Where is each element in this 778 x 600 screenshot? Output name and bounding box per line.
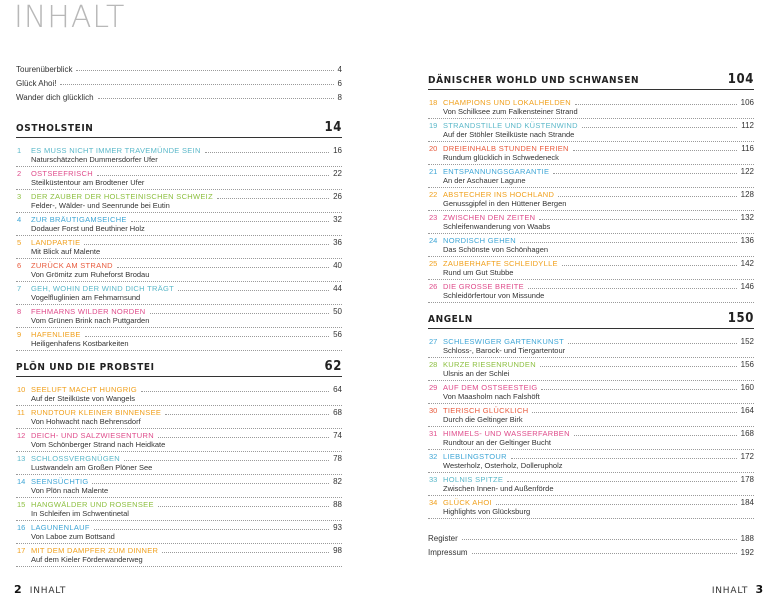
- tour-page-number: 160: [740, 383, 754, 392]
- dot-leader: [94, 529, 329, 530]
- entry-page-number: 6: [337, 79, 342, 88]
- section-page-number: 150: [727, 311, 754, 326]
- dot-leader: [98, 98, 334, 99]
- dot-leader: [158, 506, 329, 507]
- tour-title-line: [16, 406, 342, 417]
- tour-page-number: 88: [333, 500, 342, 509]
- dot-leader: [131, 221, 329, 222]
- tour-page-number: 68: [333, 408, 342, 417]
- tour-title-line: [428, 381, 754, 392]
- tour-title: DIE GROSSE BREITE: [443, 282, 524, 291]
- tour-number: 18: [429, 98, 438, 107]
- tour-title: NORDISCH GEHEN: [443, 236, 516, 245]
- tour-entry[interactable]: [16, 452, 342, 475]
- tour-page-number: 44: [333, 284, 342, 293]
- tour-number: 27: [429, 337, 438, 346]
- dot-leader: [76, 70, 333, 71]
- tour-subtitle: Genussgipfel in den Hüttener Bergen: [443, 199, 567, 208]
- tour-number: 19: [429, 121, 438, 130]
- tour-title: SCHLESWIGER GARTENKUNST: [443, 337, 564, 346]
- tour-page-number: 82: [333, 477, 342, 486]
- tour-page-number: 146: [740, 282, 754, 291]
- tour-title: RUNDTOUR KLEINER BINNENSEE: [31, 408, 162, 417]
- tour-subtitle: Auf der Steilküste von Wangels: [31, 394, 135, 403]
- dot-leader: [540, 366, 737, 367]
- dot-leader: [178, 290, 329, 291]
- tour-number: 9: [17, 330, 22, 339]
- tour-subtitle: Rundum glücklich in Schwedeneck: [443, 153, 559, 162]
- dot-leader: [60, 84, 333, 85]
- tour-title: HANGWÄLDER UND ROSENSEE: [31, 500, 154, 509]
- footer-right-page-number: 3: [755, 583, 764, 596]
- tour-number: 23: [429, 213, 438, 222]
- section-heading[interactable]: [428, 69, 754, 90]
- dot-leader: [462, 539, 737, 540]
- tour-page-number: 152: [740, 337, 754, 346]
- tour-page-number: 36: [333, 238, 342, 247]
- tour-title: ABSTECHER INS HOCHLAND: [443, 190, 555, 199]
- tour-page-number: 106: [740, 98, 754, 107]
- tour-title: HAFENLIEBE: [31, 330, 81, 339]
- footer-left: [14, 583, 66, 596]
- tour-subtitle: Von Hohwacht nach Behrensdorf: [31, 417, 141, 426]
- front-matter-entry[interactable]: [16, 74, 342, 88]
- tour-entry[interactable]: [16, 236, 342, 259]
- tour-title: LAGUNENLAUF: [31, 523, 90, 532]
- back-matter-entry[interactable]: [428, 529, 754, 543]
- section-title: DÄNISCHER WOHLD UND SCHWANSEN: [428, 75, 640, 86]
- tour-entry[interactable]: [16, 406, 342, 429]
- tour-subtitle: Zwischen Innen- und Außenförde: [443, 484, 554, 493]
- tour-entry[interactable]: [16, 213, 342, 236]
- tour-entry[interactable]: [16, 190, 342, 213]
- tour-number: 5: [17, 238, 22, 247]
- tour-title: ZUR BRÄUTIGAMSEICHE: [31, 215, 127, 224]
- tour-number: 7: [17, 284, 22, 293]
- tour-title: HIMMELS- UND WASSERFARBEN: [443, 429, 570, 438]
- tour-title-line: [16, 452, 342, 463]
- tour-title-line: [428, 119, 754, 130]
- tour-page-number: 132: [740, 213, 754, 222]
- tour-number: 17: [17, 546, 26, 555]
- tour-subtitle: Steilküstentour am Brodtener Ufer: [31, 178, 145, 187]
- tour-title-line: [428, 473, 754, 484]
- tour-subtitle: Vogelfluglinien am Fehmarnsund: [31, 293, 141, 302]
- tour-subtitle: Auf der Stöhler Steilküste nach Strande: [443, 130, 575, 139]
- tour-subtitle: Von Laboe zum Bottsand: [31, 532, 115, 541]
- section-title: OSTHOLSTEIN: [16, 123, 94, 134]
- tour-page-number: 142: [740, 259, 754, 268]
- tour-entry[interactable]: [428, 427, 754, 450]
- tour-page-number: 136: [740, 236, 754, 245]
- dot-leader: [562, 265, 737, 266]
- tour-entry[interactable]: [428, 335, 754, 358]
- entry-page-number: 4: [337, 65, 342, 74]
- tour-title: TIERISCH GLÜCKLICH: [443, 406, 529, 415]
- tour-title-line: [428, 280, 754, 291]
- tour-title: LANDPARTIE: [31, 238, 81, 247]
- dot-leader: [141, 391, 329, 392]
- tour-title: ZAUBERHAFTE SCHLEIDYLLE: [443, 259, 558, 268]
- dot-leader: [558, 196, 736, 197]
- tour-entry[interactable]: [428, 496, 754, 519]
- tour-page-number: 98: [333, 546, 342, 555]
- dot-leader: [574, 435, 737, 436]
- entry-label: Impressum: [428, 548, 468, 557]
- section-heading[interactable]: [16, 356, 342, 377]
- tour-number: 8: [17, 307, 22, 316]
- tour-title-line: [16, 259, 342, 270]
- dot-leader: [520, 242, 737, 243]
- tour-title: ES MUSS NICHT IMMER TRAVEMÜNDE SEIN: [31, 146, 201, 155]
- dot-leader: [205, 152, 329, 153]
- tour-entry[interactable]: [428, 257, 754, 280]
- tour-subtitle: Schleifenwanderung von Waabs: [443, 222, 551, 231]
- tour-entry[interactable]: [428, 473, 754, 496]
- section-heading[interactable]: [16, 117, 342, 138]
- tour-subtitle: Auf dem Kieler Förderwanderweg: [31, 555, 143, 564]
- dot-leader: [165, 414, 329, 415]
- tour-number: 6: [17, 261, 22, 270]
- tour-title: SEELUFT MACHT HUNGRIG: [31, 385, 138, 394]
- tour-title: AUF DEM OSTSEESTEIG: [443, 383, 538, 392]
- tour-page-number: 178: [740, 475, 754, 484]
- tour-title-line: [16, 167, 342, 178]
- dot-leader: [511, 458, 737, 459]
- entry-label: Wander dich glücklich: [16, 93, 94, 102]
- tour-title-line: [16, 144, 342, 155]
- entry-label: Register: [428, 534, 458, 543]
- entry-label: Glück Ahoi!: [16, 79, 57, 88]
- dot-leader: [117, 267, 329, 268]
- tour-title-line: [16, 475, 342, 486]
- tour-subtitle: Durch die Geltinger Birk: [443, 415, 523, 424]
- tour-subtitle: Von Plön nach Malente: [31, 486, 109, 495]
- section-page-number: 62: [324, 359, 342, 374]
- tour-page-number: 78: [333, 454, 342, 463]
- section-title: PLÖN UND DIE PROBSTEI: [16, 362, 155, 373]
- tour-title-line: [428, 96, 754, 107]
- tour-number: 30: [429, 406, 438, 415]
- tour-entry[interactable]: [16, 383, 342, 406]
- tour-title-line: [428, 335, 754, 346]
- tour-title-line: [428, 496, 754, 507]
- tour-number: 22: [429, 190, 438, 199]
- tour-entry[interactable]: [16, 144, 342, 167]
- page-title: INHALT: [14, 0, 126, 35]
- footer-left-page-number: 2: [14, 583, 23, 596]
- tour-entry[interactable]: [16, 305, 342, 328]
- tour-number: 34: [429, 498, 438, 507]
- tour-entry[interactable]: [428, 119, 754, 142]
- dotted-rule: [428, 302, 754, 303]
- tour-entry[interactable]: [16, 521, 342, 544]
- tour-title: CHAMPIONS UND LOKALHELDEN: [443, 98, 571, 107]
- tour-entry[interactable]: [428, 234, 754, 257]
- tour-title: GLÜCK AHOI: [443, 498, 492, 507]
- tour-number: 13: [17, 454, 26, 463]
- tour-title: ZURÜCK AM STRAND: [31, 261, 113, 270]
- tour-subtitle: Rund um Gut Stubbe: [443, 268, 514, 277]
- tour-title-line: [428, 257, 754, 268]
- tour-entry[interactable]: [16, 259, 342, 282]
- tour-number: 32: [429, 452, 438, 461]
- tour-number: 20: [429, 144, 438, 153]
- dot-leader: [568, 343, 737, 344]
- tour-page-number: 64: [333, 385, 342, 394]
- tour-number: 24: [429, 236, 438, 245]
- entry-page-number: 192: [740, 548, 754, 557]
- toc-left-column: [16, 60, 342, 567]
- section-page-number: 14: [324, 120, 342, 135]
- tour-entry[interactable]: [428, 381, 754, 404]
- tour-subtitle: Ulsnis an der Schlei: [443, 369, 510, 378]
- tour-subtitle: An der Aschauer Lagune: [443, 176, 526, 185]
- tour-entry[interactable]: [428, 188, 754, 211]
- tour-number: 28: [429, 360, 438, 369]
- footer-right-label: INHALT: [711, 586, 749, 596]
- tour-entry[interactable]: [428, 211, 754, 234]
- tour-page-number: 22: [333, 169, 342, 178]
- tour-entry[interactable]: [428, 280, 754, 303]
- tour-title: DREIEINHALB STUNDEN FERIEN: [443, 144, 569, 153]
- footer-left-label: INHALT: [29, 586, 67, 596]
- tour-title-line: [428, 165, 754, 176]
- tour-subtitle: Highlights von Glücksburg: [443, 507, 531, 516]
- tour-title: LIEBLINGSTOUR: [443, 452, 507, 461]
- tour-entry[interactable]: [16, 328, 342, 351]
- spacer: [16, 102, 342, 112]
- tour-page-number: 16: [333, 146, 342, 155]
- tour-title-line: [16, 236, 342, 247]
- dotted-rule: [16, 566, 342, 567]
- tour-entry[interactable]: [428, 96, 754, 119]
- tour-title: ENTSPANNUNGSGARANTIE: [443, 167, 550, 176]
- tour-entry[interactable]: [16, 544, 342, 567]
- dot-leader: [158, 437, 329, 438]
- tour-title-line: [16, 282, 342, 293]
- tour-title-line: [428, 142, 754, 153]
- tour-number: 12: [17, 431, 26, 440]
- tour-subtitle: In Schleifen im Schwentinetal: [31, 509, 129, 518]
- tour-subtitle: Vom Grünen Brink nach Puttgarden: [31, 316, 150, 325]
- tour-page-number: 50: [333, 307, 342, 316]
- dotted-rule: [16, 350, 342, 351]
- footer-right: [712, 583, 764, 596]
- tour-title: KURZE RIESENRUNDEN: [443, 360, 536, 369]
- tour-page-number: 172: [740, 452, 754, 461]
- tour-page-number: 93: [333, 523, 342, 532]
- tour-number: 31: [429, 429, 438, 438]
- tour-number: 26: [429, 282, 438, 291]
- dot-leader: [84, 244, 329, 245]
- front-matter-entry[interactable]: [16, 88, 342, 102]
- dot-leader: [539, 219, 736, 220]
- dot-leader: [92, 483, 329, 484]
- dot-leader: [85, 336, 329, 337]
- tour-page-number: 184: [740, 498, 754, 507]
- tour-page-number: 116: [741, 144, 754, 153]
- tour-number: 33: [429, 475, 438, 484]
- tour-number: 16: [17, 523, 26, 532]
- tour-subtitle: Vom Schönberger Strand nach Heidkate: [31, 440, 166, 449]
- tour-subtitle: Mit Blick auf Malente: [31, 247, 101, 256]
- tour-subtitle: Von Grömitz zum Ruheforst Brodau: [31, 270, 150, 279]
- dot-leader: [553, 173, 736, 174]
- tour-entry[interactable]: [428, 404, 754, 427]
- tour-title-line: [428, 211, 754, 222]
- tour-title-line: [16, 544, 342, 555]
- tour-entry[interactable]: [16, 429, 342, 452]
- tour-page-number: 56: [333, 330, 342, 339]
- dot-leader: [97, 175, 329, 176]
- tour-entry[interactable]: [428, 165, 754, 188]
- tour-entry[interactable]: [16, 498, 342, 521]
- tour-page-number: 128: [740, 190, 754, 199]
- tour-title: MIT DEM DAMPFER ZUM DINNER: [31, 546, 159, 555]
- dot-leader: [532, 412, 736, 413]
- tour-title-line: [428, 188, 754, 199]
- entry-page-number: 188: [740, 534, 754, 543]
- tour-title: FEHMARNS WILDER NORDEN: [31, 307, 146, 316]
- tour-title: SEENSÜCHTIG: [31, 477, 89, 486]
- dot-leader: [582, 127, 737, 128]
- tour-subtitle: Von Schilksee zum Falkensteiner Strand: [443, 107, 578, 116]
- tour-title: ZWISCHEN DEN ZEITEN: [443, 213, 536, 222]
- tour-subtitle: Schloss-, Barock- und Tiergartentour: [443, 346, 566, 355]
- dot-leader: [150, 313, 330, 314]
- tour-entry[interactable]: [16, 475, 342, 498]
- tour-title-line: [16, 213, 342, 224]
- back-matter-entry[interactable]: [428, 543, 754, 557]
- tour-subtitle: Rundtour an der Geltinger Bucht: [443, 438, 551, 447]
- tour-subtitle: Naturschätzchen Dummersdorfer Ufer: [31, 155, 158, 164]
- tour-subtitle: Von Maasholm nach Falshöft: [443, 392, 540, 401]
- tour-page-number: 168: [740, 429, 754, 438]
- entry-page-number: 8: [337, 93, 342, 102]
- tour-subtitle: Heiligenhafens Kostbarkeiten: [31, 339, 129, 348]
- tour-title-line: [16, 429, 342, 440]
- tour-page-number: 156: [740, 360, 754, 369]
- tour-number: 25: [429, 259, 438, 268]
- tour-number: 11: [17, 408, 25, 417]
- tour-title-line: [16, 521, 342, 532]
- dot-leader: [573, 150, 738, 151]
- dot-leader: [217, 198, 329, 199]
- tour-title-line: [428, 427, 754, 438]
- tour-entry[interactable]: [428, 358, 754, 381]
- tour-number: 15: [17, 500, 26, 509]
- tour-title-line: [428, 450, 754, 461]
- tour-title-line: [16, 498, 342, 509]
- tour-number: 10: [17, 385, 26, 394]
- tour-number: 29: [429, 383, 438, 392]
- tour-page-number: 40: [333, 261, 342, 270]
- dot-leader: [528, 288, 737, 289]
- tour-title-line: [16, 383, 342, 394]
- toc-right-column: [428, 64, 754, 557]
- tour-page-number: 122: [740, 167, 754, 176]
- dotted-rule: [428, 518, 754, 519]
- dot-leader: [507, 481, 736, 482]
- dot-leader: [124, 460, 329, 461]
- tour-subtitle: Westerholz, Osterholz, Dollerupholz: [443, 461, 563, 470]
- tour-title: DEICH- UND SALZWIESENTURN: [31, 431, 154, 440]
- tour-page-number: 74: [333, 431, 342, 440]
- tour-title-line: [16, 328, 342, 339]
- tour-number: 21: [429, 167, 438, 176]
- tour-page-number: 26: [333, 192, 342, 201]
- tour-number: 14: [17, 477, 26, 486]
- tour-entry[interactable]: [428, 142, 754, 165]
- tour-title: SCHLOSSVERGNÜGEN: [31, 454, 120, 463]
- tour-title: STRANDSTILLE UND KÜSTENWIND: [443, 121, 578, 130]
- spacer: [428, 519, 754, 529]
- tour-title: DER ZAUBER DER HOLSTEINISCHEN SCHWEIZ: [31, 192, 213, 201]
- tour-entry[interactable]: [428, 450, 754, 473]
- section-heading[interactable]: [428, 308, 754, 329]
- tour-subtitle: Lustwandeln am Großen Plöner See: [31, 463, 153, 472]
- front-matter-entry[interactable]: [16, 60, 342, 74]
- dot-leader: [541, 389, 736, 390]
- tour-title-line: [428, 358, 754, 369]
- tour-subtitle: Das Schönste von Schönhagen: [443, 245, 549, 254]
- tour-page-number: 112: [741, 121, 754, 130]
- tour-page-number: 32: [333, 215, 342, 224]
- tour-number: 1: [17, 146, 22, 155]
- dot-leader: [575, 104, 737, 105]
- tour-title-line: [428, 404, 754, 415]
- tour-title: OSTSEEFRISCH: [31, 169, 93, 178]
- tour-entry[interactable]: [16, 282, 342, 305]
- tour-title-line: [16, 305, 342, 316]
- section-title: ANGELN: [428, 314, 473, 325]
- tour-title-line: [428, 234, 754, 245]
- dot-leader: [162, 552, 329, 553]
- tour-subtitle: Felder-, Wälder- und Seenrunde bei Eutin: [31, 201, 170, 210]
- tour-title-line: [16, 190, 342, 201]
- tour-page-number: 164: [740, 406, 754, 415]
- dot-leader: [496, 504, 737, 505]
- section-page-number: 104: [727, 72, 754, 87]
- tour-number: 4: [17, 215, 22, 224]
- tour-title: GEH, WOHIN DER WIND DICH TRÄGT: [31, 284, 175, 293]
- dot-leader: [472, 553, 737, 554]
- tour-subtitle: Schleidörfertour von Missunde: [443, 291, 545, 300]
- tour-number: 2: [17, 169, 22, 178]
- tour-title: HOLNIS SPITZE: [443, 475, 504, 484]
- tour-subtitle: Dodauer Forst und Beuthiner Holz: [31, 224, 145, 233]
- tour-number: 3: [17, 192, 22, 201]
- entry-label: Tourenüberblick: [16, 65, 73, 74]
- tour-entry[interactable]: [16, 167, 342, 190]
